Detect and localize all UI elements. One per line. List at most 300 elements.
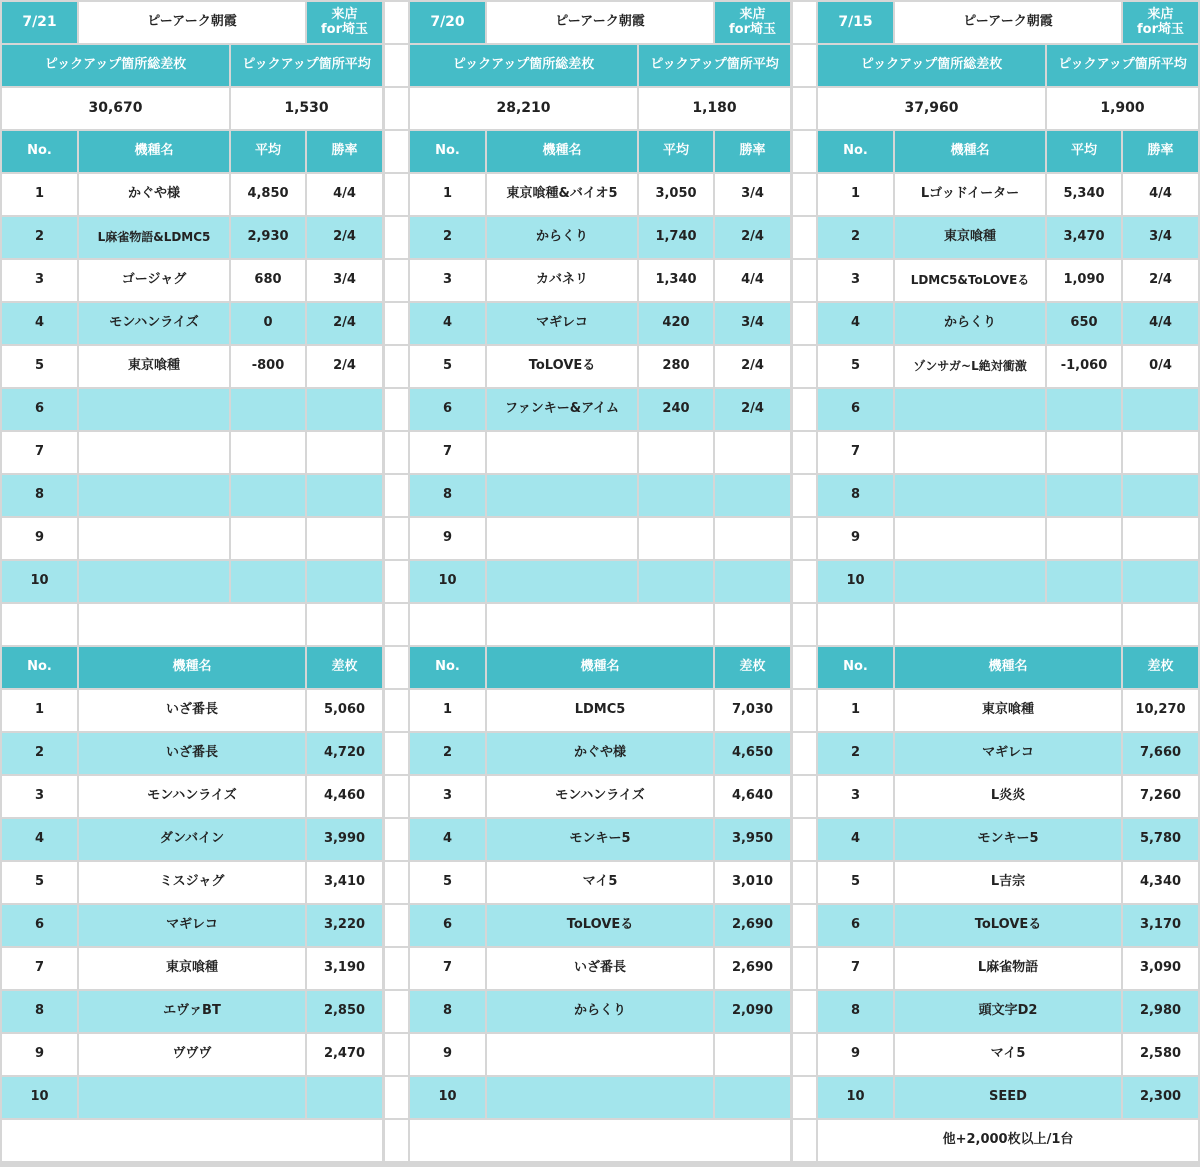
visit-badge-line: 来店 [1147, 7, 1174, 23]
pickup-row-cell: 5,340 [1047, 174, 1121, 215]
pickup-row-cell [307, 475, 382, 516]
separator-cell [385, 2, 408, 43]
separator-cell [793, 432, 816, 473]
top-row-cell: 4 [410, 819, 485, 860]
pickup-row-cell: 280 [639, 346, 713, 387]
top-row-cell: 5 [410, 862, 485, 903]
separator-cell [793, 88, 816, 129]
pickup-row-cell [895, 432, 1045, 473]
pickup-column-header: No. [410, 131, 485, 172]
separator-cell [793, 991, 816, 1032]
top-row-cell: マギレコ [895, 733, 1121, 774]
top-column-header: 機種名 [895, 647, 1121, 688]
pickup-row-cell: 6 [2, 389, 77, 430]
top-row-cell: 2,980 [1123, 991, 1198, 1032]
top-row-cell: マイ5 [895, 1034, 1121, 1075]
visit-badge [715, 2, 790, 43]
pickup-row-cell [487, 561, 637, 602]
spacer-cell [307, 604, 382, 645]
top-row-cell: 5 [818, 862, 893, 903]
top-row-cell: 3,090 [1123, 948, 1198, 989]
pickup-row-cell: 4/4 [1123, 174, 1198, 215]
top-column-header: 差枚 [1123, 647, 1198, 688]
pickup-row-cell [487, 475, 637, 516]
pickup-row-cell: 420 [639, 303, 713, 344]
pickup-row-cell [639, 475, 713, 516]
pickup-row-cell: LDMC5&ToLOVEる [895, 260, 1045, 301]
top-row-cell: 7,030 [715, 690, 790, 731]
separator-cell [793, 1034, 816, 1075]
pickup-row-cell [231, 518, 305, 559]
top-row-cell: 4 [818, 819, 893, 860]
pickup-row-cell [1047, 475, 1121, 516]
separator-cell [793, 647, 816, 688]
top-row-cell: 5 [2, 862, 77, 903]
pickup-column-header: 勝率 [1123, 131, 1198, 172]
top-row-cell: 2 [2, 733, 77, 774]
top-column-header: 機種名 [487, 647, 713, 688]
separator-cell [385, 217, 408, 258]
top-row-cell: LDMC5 [487, 690, 713, 731]
summary-header: ピックアップ箇所総差枚 [818, 45, 1045, 86]
top-row-cell: 2 [410, 733, 485, 774]
date-label: 7/15 [818, 2, 893, 43]
top-row-cell: エヴァBT [79, 991, 305, 1032]
pickup-column-header: 平均 [639, 131, 713, 172]
pickup-row-cell: 3 [410, 260, 485, 301]
date-label: 7/20 [410, 2, 485, 43]
top-row-cell: 3 [410, 776, 485, 817]
pickup-row-cell: 3/4 [715, 303, 790, 344]
separator-cell [385, 1034, 408, 1075]
separator-cell [793, 561, 816, 602]
pickup-row-cell: 東京喰種 [895, 217, 1045, 258]
separator-cell [385, 45, 408, 86]
top-row-cell: モンキー5 [895, 819, 1121, 860]
top-row-cell: 9 [2, 1034, 77, 1075]
pickup-row-cell [895, 389, 1045, 430]
visit-badge-line: 来店 [331, 7, 358, 23]
pickup-row-cell: 4,850 [231, 174, 305, 215]
top-column-header: 機種名 [79, 647, 305, 688]
top-row-cell: モンキー5 [487, 819, 713, 860]
pickup-row-cell: 東京喰種 [79, 346, 229, 387]
summary-header: ピックアップ箇所総差枚 [2, 45, 229, 86]
pickup-row-cell: 10 [818, 561, 893, 602]
separator-cell [793, 905, 816, 946]
separator-cell [793, 131, 816, 172]
pickup-row-cell [715, 432, 790, 473]
pickup-row-cell: 2 [818, 217, 893, 258]
summary-value: 37,960 [818, 88, 1045, 129]
separator-cell [793, 174, 816, 215]
pickup-row-cell: 2/4 [307, 303, 382, 344]
pickup-row-cell: 680 [231, 260, 305, 301]
pickup-row-cell [1047, 432, 1121, 473]
pickup-row-cell: -800 [231, 346, 305, 387]
pickup-row-cell [79, 561, 229, 602]
pickup-row-cell: 7 [818, 432, 893, 473]
separator-cell [793, 346, 816, 387]
pickup-row-cell: ゾンサガ~L絶対衝激 [895, 346, 1045, 387]
spacer-cell [79, 604, 305, 645]
pickup-row-cell: カバネリ [487, 260, 637, 301]
pickup-row-cell [639, 518, 713, 559]
date-label: 7/21 [2, 2, 77, 43]
summary-header: ピックアップ箇所平均 [1047, 45, 1198, 86]
top-row-cell: SEED [895, 1077, 1121, 1118]
pickup-row-cell: モンハンライズ [79, 303, 229, 344]
separator-cell [793, 862, 816, 903]
pickup-row-cell: 8 [818, 475, 893, 516]
top-row-cell: 8 [818, 991, 893, 1032]
pickup-row-cell: 2/4 [715, 389, 790, 430]
pickup-row-cell [639, 561, 713, 602]
top-row-cell: 1 [818, 690, 893, 731]
top-row-cell: いざ番長 [79, 733, 305, 774]
pickup-row-cell [715, 518, 790, 559]
top-row-cell: 4 [2, 819, 77, 860]
separator-cell [793, 389, 816, 430]
separator-cell [385, 475, 408, 516]
visit-badge-line: for埼玉 [1137, 21, 1184, 37]
separator-cell [385, 303, 408, 344]
pickup-row-cell [1123, 389, 1198, 430]
top-row-cell: 2 [818, 733, 893, 774]
top-column-header: No. [410, 647, 485, 688]
pickup-row-cell: Lゴッドイーター [895, 174, 1045, 215]
top-row-cell: 2,090 [715, 991, 790, 1032]
pickup-column-header: 平均 [231, 131, 305, 172]
separator-cell [793, 819, 816, 860]
top-row-cell: 10 [818, 1077, 893, 1118]
pickup-column-header: No. [818, 131, 893, 172]
pickup-row-cell: からくり [487, 217, 637, 258]
pickup-row-cell: 1,740 [639, 217, 713, 258]
pickup-row-cell [1047, 389, 1121, 430]
pickup-row-cell: 4/4 [1123, 303, 1198, 344]
top-row-cell: 6 [2, 905, 77, 946]
top-row-cell [487, 1034, 713, 1075]
separator-cell [385, 862, 408, 903]
pickup-column-header: 機種名 [895, 131, 1045, 172]
pickup-row-cell: 0/4 [1123, 346, 1198, 387]
top-row-cell: 6 [410, 905, 485, 946]
pickup-row-cell [715, 475, 790, 516]
pickup-row-cell [1123, 518, 1198, 559]
pickup-row-cell [487, 518, 637, 559]
pickup-row-cell: 5 [818, 346, 893, 387]
top-row-cell: 10 [2, 1077, 77, 1118]
pickup-row-cell: 4 [2, 303, 77, 344]
spacer-cell [410, 604, 485, 645]
top-row-cell [307, 1077, 382, 1118]
pickup-row-cell: 7 [2, 432, 77, 473]
top-row-cell: ミスジャグ [79, 862, 305, 903]
pickup-column-header: 勝率 [307, 131, 382, 172]
pickup-row-cell: 4/4 [715, 260, 790, 301]
pickup-row-cell [79, 432, 229, 473]
top-row-cell: L炎炎 [895, 776, 1121, 817]
top-row-cell: からくり [487, 991, 713, 1032]
top-row-cell: 9 [410, 1034, 485, 1075]
pickup-row-cell [307, 561, 382, 602]
pickup-row-cell: 8 [410, 475, 485, 516]
top-row-cell: 2,690 [715, 948, 790, 989]
pickup-row-cell: 3 [2, 260, 77, 301]
pickup-column-header: 機種名 [79, 131, 229, 172]
pickup-row-cell: ファンキー&アイム [487, 389, 637, 430]
summary-value: 1,180 [639, 88, 790, 129]
separator-cell [793, 2, 816, 43]
pickup-row-cell [231, 561, 305, 602]
separator-cell [793, 475, 816, 516]
pickup-row-cell: 2/4 [715, 346, 790, 387]
pickup-row-cell: ToLOVEる [487, 346, 637, 387]
separator-cell [793, 217, 816, 258]
top-row-cell: いざ番長 [487, 948, 713, 989]
pickup-row-cell: 4/4 [307, 174, 382, 215]
separator-cell [385, 518, 408, 559]
separator-cell [385, 346, 408, 387]
separator-cell [793, 303, 816, 344]
top-row-cell: 4,460 [307, 776, 382, 817]
top-row-cell: 6 [818, 905, 893, 946]
separator-cell [385, 905, 408, 946]
separator-cell [385, 1077, 408, 1118]
pickup-row-cell: 東京喰種&バイオ5 [487, 174, 637, 215]
top-row-cell: ToLOVEる [895, 905, 1121, 946]
top-row-cell: モンハンライズ [79, 776, 305, 817]
pickup-row-cell: 3/4 [1123, 217, 1198, 258]
top-row-cell: かぐや様 [487, 733, 713, 774]
separator-cell [385, 604, 408, 645]
top-row-cell: 10,270 [1123, 690, 1198, 731]
spacer-cell [818, 604, 893, 645]
top-row-cell [79, 1077, 305, 1118]
top-row-cell [715, 1077, 790, 1118]
pickup-row-cell: -1,060 [1047, 346, 1121, 387]
top-column-header: No. [818, 647, 893, 688]
pickup-row-cell: 6 [818, 389, 893, 430]
separator-cell [385, 647, 408, 688]
top-row-cell: マギレコ [79, 905, 305, 946]
top-column-header: 差枚 [307, 647, 382, 688]
top-row-cell: ヴヴヴ [79, 1034, 305, 1075]
top-row-cell: 2,470 [307, 1034, 382, 1075]
spacer-cell [2, 604, 77, 645]
pickup-row-cell: 3/4 [715, 174, 790, 215]
top-row-cell: モンハンライズ [487, 776, 713, 817]
top-row-cell: 3,220 [307, 905, 382, 946]
top-row-cell: 3,950 [715, 819, 790, 860]
top-row-cell: 2,300 [1123, 1077, 1198, 1118]
footer-note [410, 1120, 790, 1161]
summary-value: 1,530 [231, 88, 382, 129]
pickup-row-cell: 10 [410, 561, 485, 602]
top-row-cell: 3,170 [1123, 905, 1198, 946]
separator-cell [793, 690, 816, 731]
top-row-cell: 3,410 [307, 862, 382, 903]
separator-cell [385, 776, 408, 817]
summary-value: 28,210 [410, 88, 637, 129]
separator-cell [385, 260, 408, 301]
spacer-cell [895, 604, 1121, 645]
top-row-cell: 2,850 [307, 991, 382, 1032]
top-row-cell: 4,640 [715, 776, 790, 817]
separator-cell [385, 174, 408, 215]
pickup-row-cell [231, 432, 305, 473]
top-row-cell: L麻雀物語 [895, 948, 1121, 989]
store-name: ピーアーク朝霞 [487, 2, 713, 43]
pickup-row-cell: 3,470 [1047, 217, 1121, 258]
pickup-row-cell: からくり [895, 303, 1045, 344]
top-row-cell: 3 [2, 776, 77, 817]
top-row-cell [487, 1077, 713, 1118]
pickup-row-cell: 240 [639, 389, 713, 430]
pickup-row-cell [307, 518, 382, 559]
pickup-row-cell: 3,050 [639, 174, 713, 215]
pickup-row-cell: 2/4 [715, 217, 790, 258]
top-row-cell: 東京喰種 [79, 948, 305, 989]
pickup-row-cell: 1,090 [1047, 260, 1121, 301]
top-row-cell: 1 [2, 690, 77, 731]
visit-badge-line: for埼玉 [321, 21, 368, 37]
top-row-cell: 4,340 [1123, 862, 1198, 903]
visit-badge-line: 来店 [739, 7, 766, 23]
pickup-row-cell: 1 [2, 174, 77, 215]
pickup-column-header: 勝率 [715, 131, 790, 172]
top-row-cell: 4,720 [307, 733, 382, 774]
pickup-row-cell [487, 432, 637, 473]
top-row-cell: 7,260 [1123, 776, 1198, 817]
summary-value: 30,670 [2, 88, 229, 129]
separator-cell [793, 1120, 816, 1161]
separator-cell [793, 260, 816, 301]
pickup-row-cell: 3/4 [307, 260, 382, 301]
separator-cell [385, 1120, 408, 1161]
pickup-row-cell [895, 561, 1045, 602]
pickup-column-header: No. [2, 131, 77, 172]
separator-cell [385, 948, 408, 989]
pickup-row-cell [79, 389, 229, 430]
top-row-cell: マイ5 [487, 862, 713, 903]
separator-cell [385, 88, 408, 129]
pickup-row-cell: 1 [410, 174, 485, 215]
pickup-column-header: 機種名 [487, 131, 637, 172]
pickup-row-cell: 4 [410, 303, 485, 344]
visit-badge [307, 2, 382, 43]
summary-header: ピックアップ箇所平均 [639, 45, 790, 86]
separator-cell [793, 776, 816, 817]
spacer-cell [487, 604, 713, 645]
top-column-header: No. [2, 647, 77, 688]
spacer-cell [1123, 604, 1198, 645]
separator-cell [385, 733, 408, 774]
top-row-cell: 3,010 [715, 862, 790, 903]
top-row-cell: L吉宗 [895, 862, 1121, 903]
pickup-row-cell: 2 [410, 217, 485, 258]
separator-cell [385, 819, 408, 860]
separator-cell [385, 690, 408, 731]
pickup-row-cell: マギレコ [487, 303, 637, 344]
top-row-cell [715, 1034, 790, 1075]
top-row-cell: 2,690 [715, 905, 790, 946]
footer-note: 他+2,000枚以上/1台 [818, 1120, 1198, 1161]
visit-badge [1123, 2, 1198, 43]
visit-badge-line: for埼玉 [729, 21, 776, 37]
pickup-row-cell: 10 [2, 561, 77, 602]
pickup-row-cell [1123, 475, 1198, 516]
store-name: ピーアーク朝霞 [79, 2, 305, 43]
pickup-row-cell: 2 [2, 217, 77, 258]
summary-value: 1,900 [1047, 88, 1198, 129]
pickup-column-header: 平均 [1047, 131, 1121, 172]
pickup-row-cell [307, 432, 382, 473]
pickup-row-cell: L麻雀物語&LDMC5 [79, 217, 229, 258]
top-row-cell: 5,060 [307, 690, 382, 731]
top-row-cell: ToLOVEる [487, 905, 713, 946]
top-row-cell: 7 [818, 948, 893, 989]
summary-header: ピックアップ箇所総差枚 [410, 45, 637, 86]
pickup-row-cell [1047, 561, 1121, 602]
separator-cell [793, 518, 816, 559]
pickup-row-cell: 7 [410, 432, 485, 473]
separator-cell [385, 389, 408, 430]
footer-note [2, 1120, 382, 1161]
separator-cell [793, 733, 816, 774]
pickup-row-cell [79, 475, 229, 516]
top-row-cell: 8 [2, 991, 77, 1032]
pickup-row-cell [231, 389, 305, 430]
pickup-row-cell: かぐや様 [79, 174, 229, 215]
top-row-cell: 3,990 [307, 819, 382, 860]
top-row-cell: いざ番長 [79, 690, 305, 731]
separator-cell [793, 1077, 816, 1118]
top-row-cell: 3,190 [307, 948, 382, 989]
pickup-row-cell: 9 [818, 518, 893, 559]
pickup-row-cell: 2/4 [1123, 260, 1198, 301]
pickup-row-cell: 650 [1047, 303, 1121, 344]
pickup-row-cell: 2,930 [231, 217, 305, 258]
store-name: ピーアーク朝霞 [895, 2, 1121, 43]
top-row-cell: 7,660 [1123, 733, 1198, 774]
pickup-row-cell [231, 475, 305, 516]
top-row-cell: ダンバイン [79, 819, 305, 860]
top-row-cell: 4,650 [715, 733, 790, 774]
top-row-cell: 5,780 [1123, 819, 1198, 860]
pickup-row-cell: 3 [818, 260, 893, 301]
pickup-row-cell [715, 561, 790, 602]
pickup-row-cell: 1 [818, 174, 893, 215]
pickup-row-cell: 6 [410, 389, 485, 430]
pickup-row-cell [639, 432, 713, 473]
pickup-row-cell [79, 518, 229, 559]
pickup-row-cell: 9 [2, 518, 77, 559]
pickup-row-cell: 1,340 [639, 260, 713, 301]
spacer-cell [715, 604, 790, 645]
pickup-row-cell [895, 518, 1045, 559]
top-row-cell: 9 [818, 1034, 893, 1075]
pickup-row-cell: 5 [2, 346, 77, 387]
top-row-cell: 3 [818, 776, 893, 817]
pickup-row-cell: ゴージャグ [79, 260, 229, 301]
separator-cell [793, 45, 816, 86]
top-row-cell: 8 [410, 991, 485, 1032]
separator-cell [385, 432, 408, 473]
pickup-row-cell: 0 [231, 303, 305, 344]
top-column-header: 差枚 [715, 647, 790, 688]
